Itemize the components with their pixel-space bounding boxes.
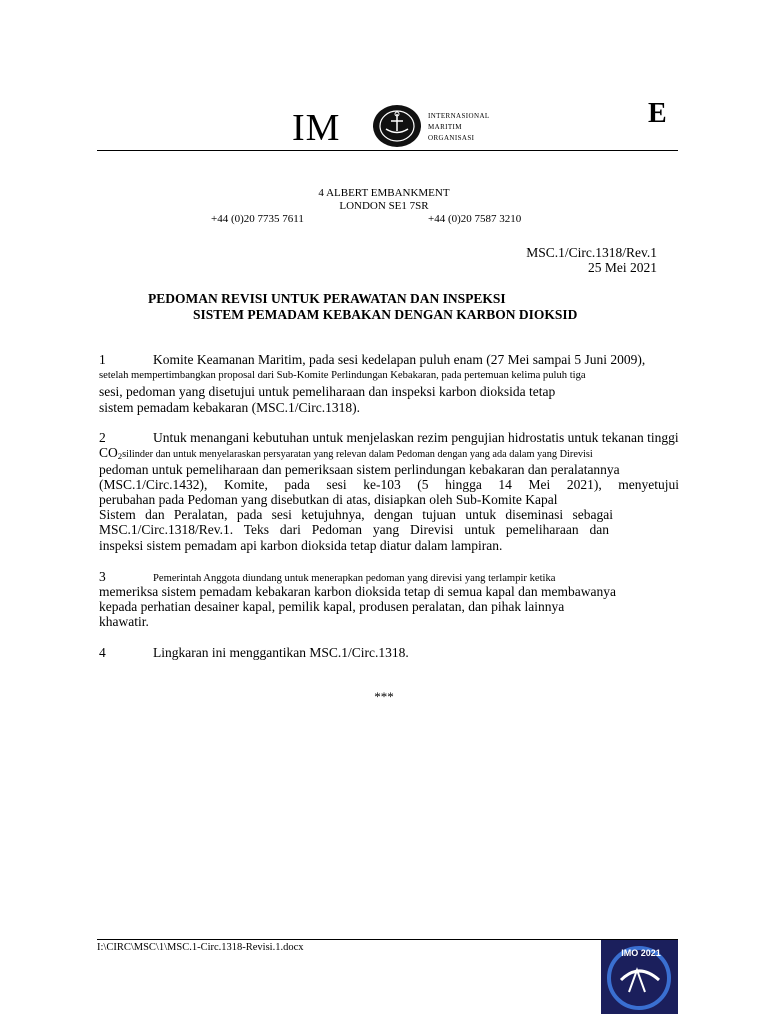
paragraph-3-line-1: 3 Pemerintah Anggota diundang untuk menerapkan pedoman yang direvisi yang terlampir ketika [99, 569, 556, 584]
paragraph-4-line-1: 4 Lingkaran ini menggantikan MSC.1/Circ.1318. [99, 645, 409, 660]
org-line-3: ORGANISASI [428, 134, 475, 142]
paragraph-2-line-1: 2 Untuk menangani kebutuhan untuk menjelaskan rezim pengujian hidrostatis untuk tekanan tinggi [99, 430, 679, 445]
end-separator: *** [374, 689, 394, 704]
badge-label: IMO 2021 [621, 948, 661, 958]
paragraph-2-line-3: pedoman untuk pemeliharaan dan pemeriksaan sistem perlindungan kebakaran dan peralatannya [99, 462, 620, 477]
paragraph-3-line-3: kepada perhatian desainer kapal, pemilik kapal, produsen peralatan, dan pihak lainnya [99, 599, 565, 614]
title-line-1: PEDOMAN REVISI UNTUK PERAWATAN DAN INSPEKSI [148, 291, 506, 306]
paragraph-3-line-4: khawatir. [99, 614, 149, 629]
address-line-2: LONDON SE1 7SR [339, 200, 429, 212]
paragraph-3-line-2: memeriksa sistem pemadam kebakaran karbon dioksida tetap di semua kapal dan membawanya [99, 584, 616, 599]
phone-number: +44 (0)20 7735 7611 [211, 213, 304, 225]
paragraph-1-line-2: setelah mempertimbangkan proposal dari Sub-Komite Perlindungan Kebakaran, pada pertemuan kelima puluh tiga [99, 370, 586, 381]
paragraph-2-number: 2 [99, 430, 106, 445]
paragraph-2-line-2: $CO_2silinder$ dan untuk menyelaraskan persyaratan yang relevan dalam Pedoman dengan yang ada dalam yang Direvisi [99, 445, 593, 461]
paragraph-1-line-4: sistem pemadam kebakaran (MSC.1/Circ.1318). [99, 400, 360, 415]
imo-logo-text: IM [292, 107, 341, 149]
footer-file-path: I:\CIRC\MSC\1\MSC.1-Circ.1318-Revisi.1.docx [97, 942, 304, 953]
footer-rule [97, 939, 678, 940]
org-line-2: MARITIM [428, 123, 462, 131]
paragraph-2-line-5: perubahan pada Pedoman yang disebutkan di atas, disiapkan oleh Sub-Komite Kapal [99, 492, 558, 507]
paragraph-2-line-6: Sistem dan Peralatan, pada sesi ketujuhnya, dengan tujuan untuk diseminasi sebagai [99, 507, 613, 522]
language-code: E [648, 98, 667, 129]
imo-emblem-icon [372, 104, 422, 148]
org-line-1: INTERNASIONAL [428, 112, 490, 120]
paragraph-1-number: 1 [99, 352, 106, 367]
title-line-2: SISTEM PEMADAM KEBAKAN DENGAN KARBON DIOKSID [193, 307, 578, 322]
paragraph-2-line-8: inspeksi sistem pemadam api karbon dioksida tetap diatur dalam lampiran. [99, 538, 503, 553]
paragraph-2-line-4: (MSC.1/Circ.1432), Komite, pada sesi ke-103 (5 hingga 14 Mei 2021), menyetujui [99, 477, 679, 492]
document-date: 25 Mei 2021 [588, 260, 657, 275]
document-reference: MSC.1/Circ.1318/Rev.1 [526, 245, 657, 260]
imo-2021-badge-icon [601, 940, 678, 1014]
paragraph-1-line-3: sesi, pedoman yang disetujui untuk pemeliharaan dan inspeksi karbon dioksida tetap [99, 384, 556, 399]
paragraph-3-number: 3 [99, 569, 106, 584]
paragraph-4-number: 4 [99, 645, 106, 660]
paragraph-1-line-1: 1 Komite Keamanan Maritim, pada sesi kedelapan puluh enam (27 Mei sampai 5 Juni 2009), [99, 352, 646, 367]
fax-number: +44 (0)20 7587 3210 [428, 213, 522, 225]
paragraph-2-line-7: MSC.1/Circ.1318/Rev.1. Teks dari Pedoman yang Direvisi untuk pemeliharaan dan [99, 522, 609, 537]
address-line-1: 4 ALBERT EMBANKMENT [318, 187, 450, 199]
organisation-name [428, 111, 490, 144]
header-rule [97, 150, 678, 151]
